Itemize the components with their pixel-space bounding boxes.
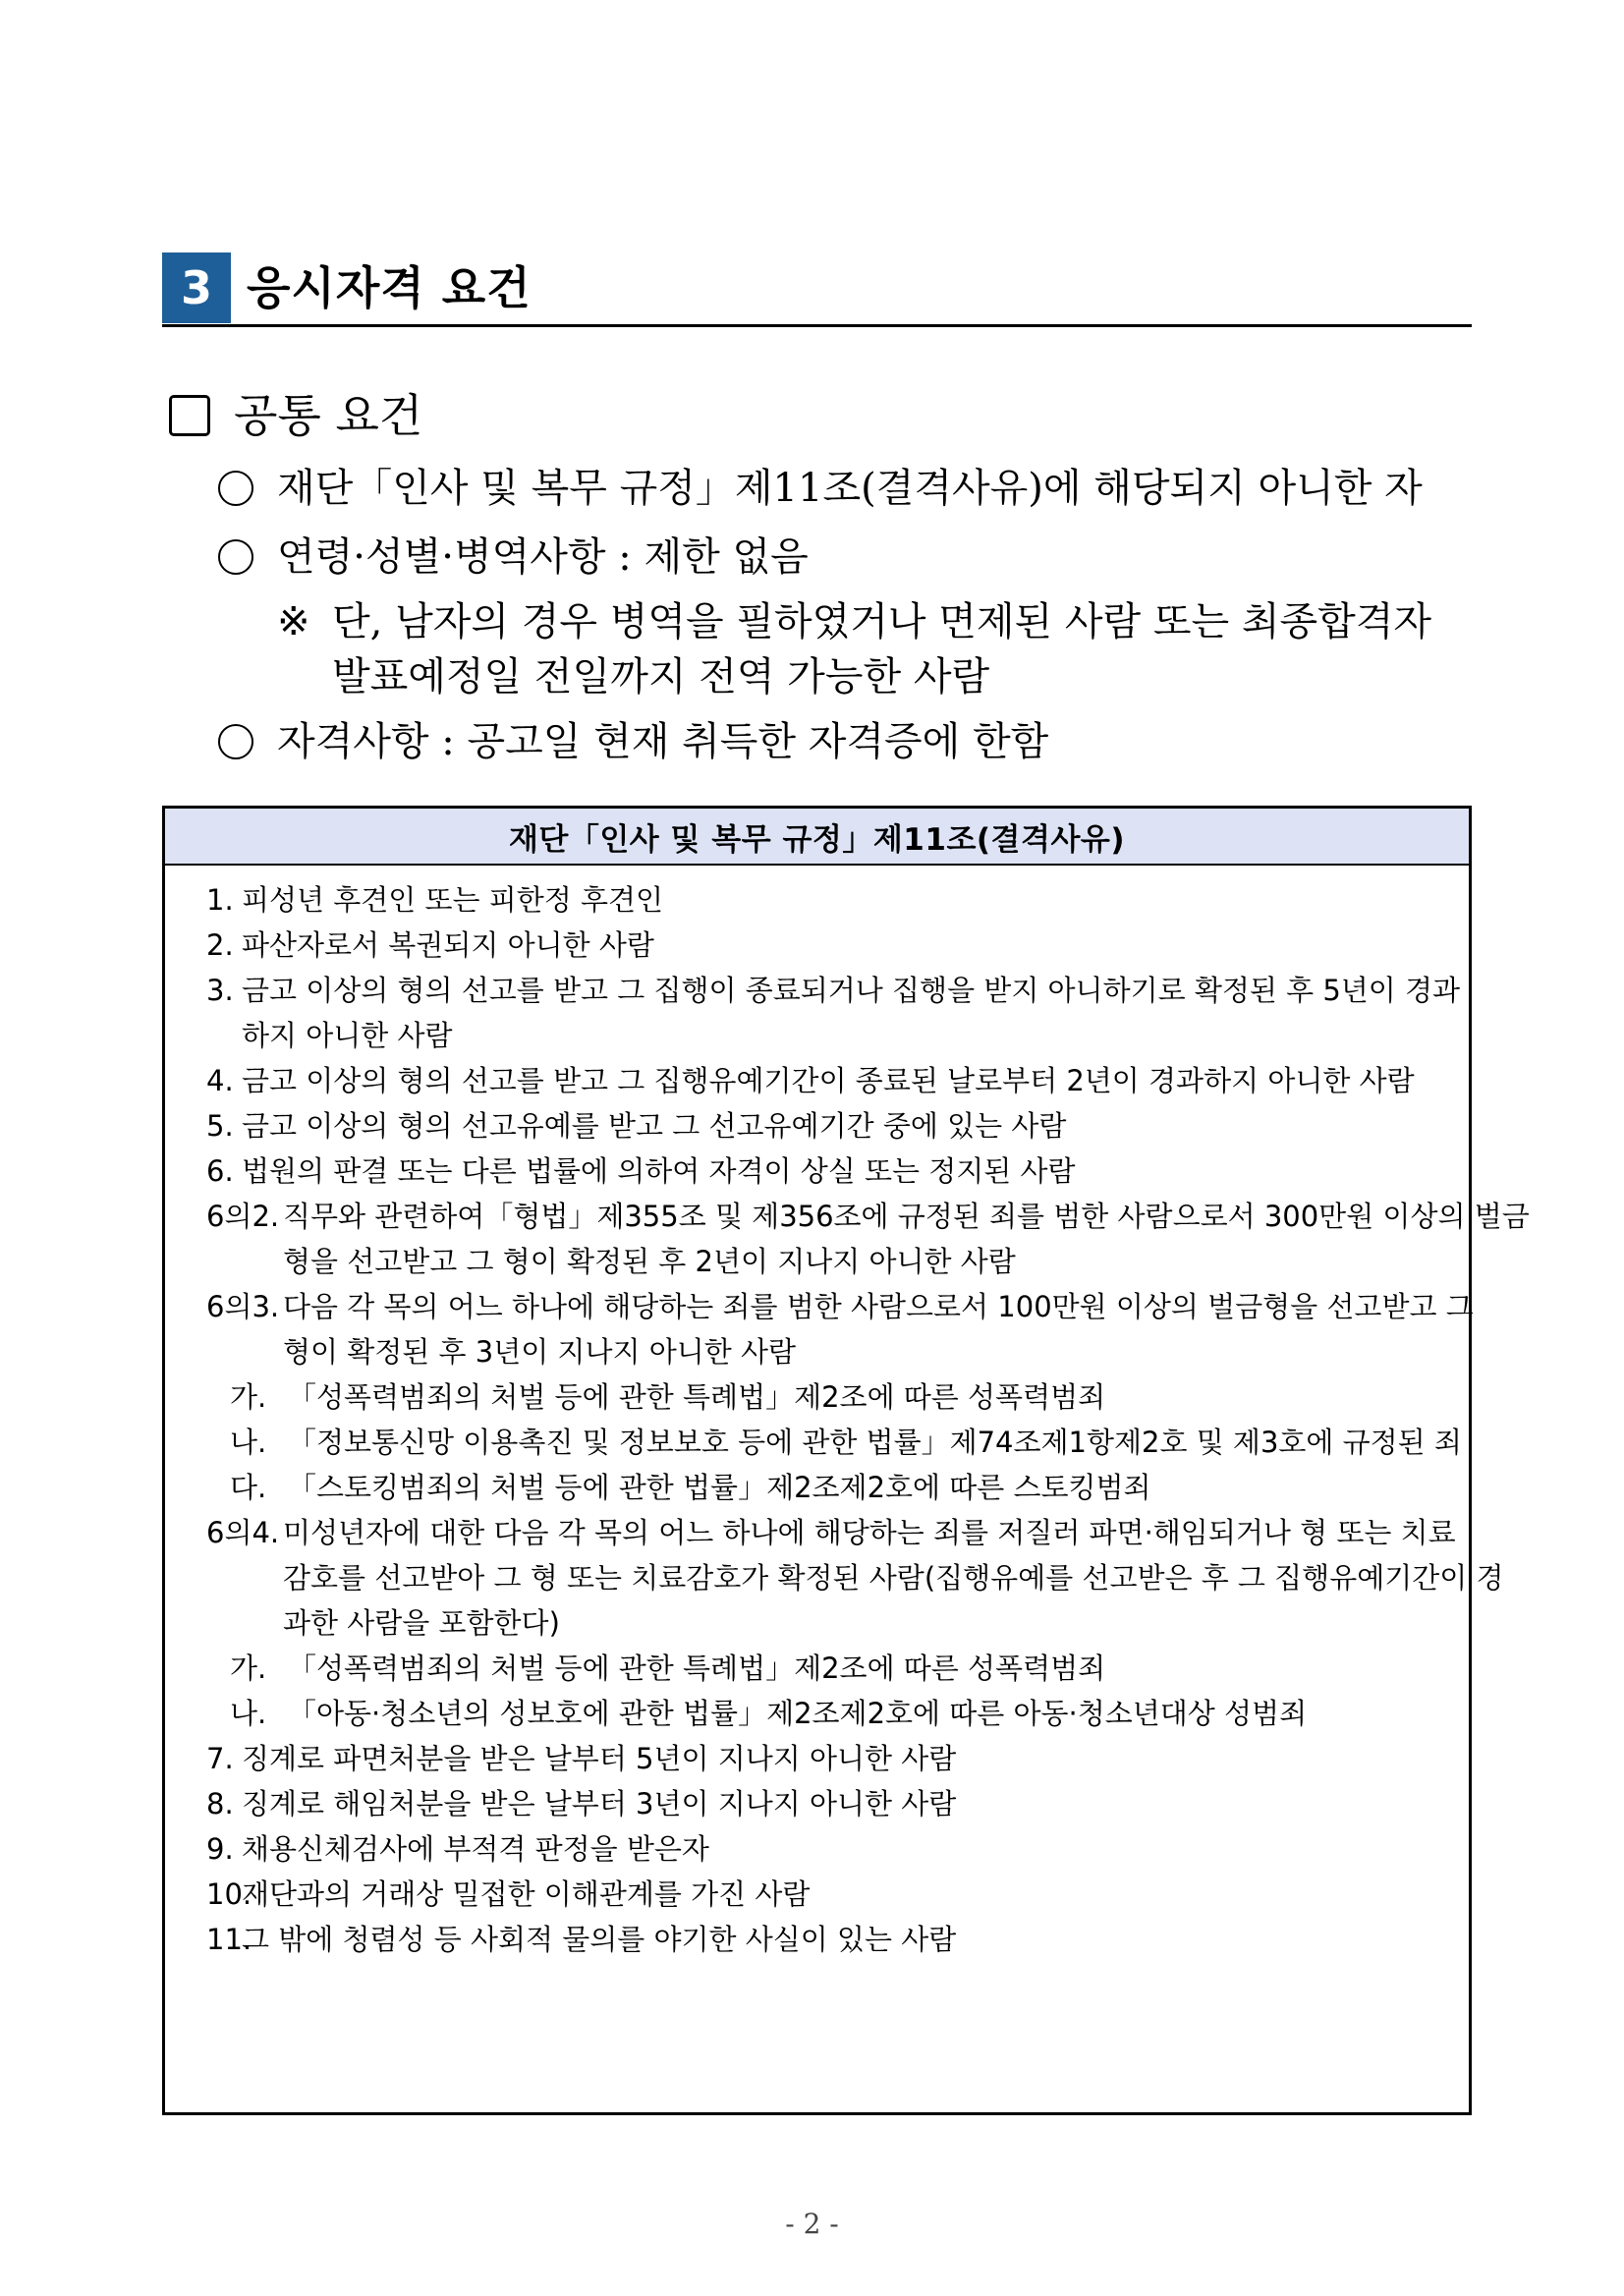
item-text: 직무와 관련하여「형법」제355조 및 제356조에 규정된 죄를 범한 사람으로서 300만원 이상의 벌금 [283, 1200, 1530, 1233]
military-note [277, 594, 1485, 704]
item-text: 파산자로서 복권되지 아니한 사람 [242, 928, 654, 962]
section-number: 3 [162, 252, 231, 323]
list-item [165, 1872, 1469, 1917]
item-number: 11. [206, 1923, 252, 1956]
bullet-text: 재단「인사 및 복무 규정」제11조(결격사유)에 해당되지 아니한 자 [277, 466, 1423, 511]
note-mark: ※ [277, 599, 310, 644]
item-text: 법원의 판결 또는 다른 법률에 의하여 자격이 상실 또는 정지된 사람 [242, 1154, 1076, 1188]
box-title: 재단「인사 및 복무 규정」제11조(결격사유) [165, 809, 1469, 866]
list-item [165, 1148, 1469, 1194]
item-number: 6의4. [206, 1516, 280, 1549]
bullet-text: 연령·성별·병역사항 : 제한 없음 [277, 534, 809, 580]
item-text: 「정보통신망 이용촉진 및 정보보호 등에 관한 법률」제74조제1항제2호 및 제3호에 규정된 죄 [288, 1426, 1462, 1459]
list-item [165, 1420, 1469, 1465]
list-item [165, 1194, 1530, 1284]
item-text: 「아동·청소년의 성보호에 관한 법률」제2조제2호에 따른 아동·청소년대상 성범죄 [288, 1697, 1308, 1730]
item-text: 금고 이상의 형의 선고유예를 받고 그 선고유예기간 중에 있는 사람 [242, 1109, 1067, 1143]
item-number: 6의3. [206, 1290, 280, 1323]
item-text-continued: 하지 아니한 사람 [242, 1019, 453, 1052]
item-number: 가. [230, 1652, 267, 1685]
item-text: 「스토킹범죄의 처벌 등에 관한 법률」제2조제2호에 따른 스토킹범죄 [288, 1471, 1151, 1504]
list-item [165, 1691, 1469, 1736]
bullet-text: 자격사항 : 공고일 현재 취득한 자격증에 한함 [277, 719, 1049, 764]
item-text: 「성폭력범죄의 처벌 등에 관한 특례법」제2조에 따른 성폭력범죄 [288, 1380, 1106, 1414]
item-text: 미성년자에 대한 다음 각 목의 어느 하나에 해당하는 죄를 저질러 파면·해임되거나 형 또는 치료 [283, 1516, 1456, 1549]
item-text: 징계로 파면처분을 받은 날부터 5년이 지나지 아니한 사람 [242, 1742, 957, 1775]
item-number: 가. [230, 1380, 267, 1414]
common-heading-text: 공통 요건 [234, 389, 423, 442]
disqualification-box [162, 806, 1530, 2115]
common-requirements-heading [169, 388, 422, 443]
list-item [165, 1781, 1469, 1826]
item-number: 4. [206, 1064, 234, 1097]
list-item [165, 1510, 1504, 1646]
bullet-age-gender [218, 531, 809, 584]
item-number: 나. [230, 1697, 267, 1730]
page-number: - 2 - [785, 2208, 839, 2240]
item-number: 8. [206, 1787, 234, 1820]
list-item [165, 1646, 1469, 1691]
item-number: 1. [206, 883, 234, 917]
list-item [165, 923, 1469, 968]
item-text: 채용신체검사에 부적격 판정을 받은자 [242, 1832, 709, 1866]
list-item [165, 1736, 1469, 1781]
list-item [165, 877, 1469, 923]
item-number: 나. [230, 1426, 267, 1459]
bullet-disqualification [218, 462, 1423, 515]
item-text: 재단과의 거래상 밀접한 이해관계를 가진 사람 [242, 1877, 811, 1911]
item-text-continued: 과한 사람을 포함한다) [283, 1606, 560, 1640]
item-text: 그 밖에 청렴성 등 사회적 물의를 야기한 사실이 있는 사람 [242, 1923, 957, 1956]
circle-bullet-icon [218, 539, 253, 575]
checkbox-icon [169, 395, 210, 436]
item-text: 「성폭력범죄의 처벌 등에 관한 특례법」제2조에 따른 성폭력범죄 [288, 1652, 1106, 1685]
item-number: 5. [206, 1109, 234, 1143]
item-text: 금고 이상의 형의 선고를 받고 그 집행유예기간이 종료된 날로부터 2년이 경과하지 아니한 사람 [242, 1064, 1415, 1097]
list-item [165, 1465, 1469, 1510]
list-item [165, 1284, 1474, 1374]
item-number: 7. [206, 1742, 234, 1775]
list-item [165, 1826, 1469, 1872]
note-line-1: 단, 남자의 경우 병역을 필하였거나 면제된 사람 또는 최종합격자 [332, 599, 1432, 644]
list-item [165, 1917, 1469, 1962]
disqualification-list [165, 866, 1530, 1962]
item-number: 6. [206, 1154, 234, 1188]
item-text: 피성년 후견인 또는 피한정 후견인 [242, 883, 664, 917]
circle-bullet-icon [218, 471, 253, 506]
list-item [165, 1103, 1469, 1148]
note-line-2: 발표예정일 전일까지 전역 가능한 사람 [332, 654, 990, 700]
item-text-continued: 감호를 선고받아 그 형 또는 치료감호가 확정된 사람(집행유예를 선고받은 후 그 집행유예기간이 경 [283, 1561, 1504, 1595]
item-number: 2. [206, 928, 234, 962]
list-item [165, 1374, 1469, 1420]
circle-bullet-icon [218, 724, 253, 759]
item-number: 다. [230, 1471, 267, 1504]
item-number: 3. [206, 974, 234, 1007]
item-text-continued: 형을 선고받고 그 형이 확정된 후 2년이 지나지 아니한 사람 [283, 1245, 1016, 1278]
item-text: 금고 이상의 형의 선고를 받고 그 집행이 종료되거나 집행을 받지 아니하기로 확정된 후 5년이 경과 [242, 974, 1461, 1007]
item-number: 6의2. [206, 1200, 280, 1233]
bullet-qualifications [218, 715, 1048, 768]
item-number: 9. [206, 1832, 234, 1866]
section-title: 응시자격 요건 [247, 261, 532, 314]
item-text: 다음 각 목의 어느 하나에 해당하는 죄를 범한 사람으로서 100만원 이상의 벌금형을 선고받고 그 [283, 1290, 1474, 1323]
list-item [165, 968, 1469, 1058]
item-text: 징계로 해임처분을 받은 날부터 3년이 지나지 아니한 사람 [242, 1787, 957, 1820]
item-text-continued: 형이 확정된 후 3년이 지나지 아니한 사람 [283, 1335, 796, 1369]
section-header [162, 252, 1472, 327]
list-item [165, 1058, 1469, 1103]
item-number: 10. [206, 1877, 252, 1911]
